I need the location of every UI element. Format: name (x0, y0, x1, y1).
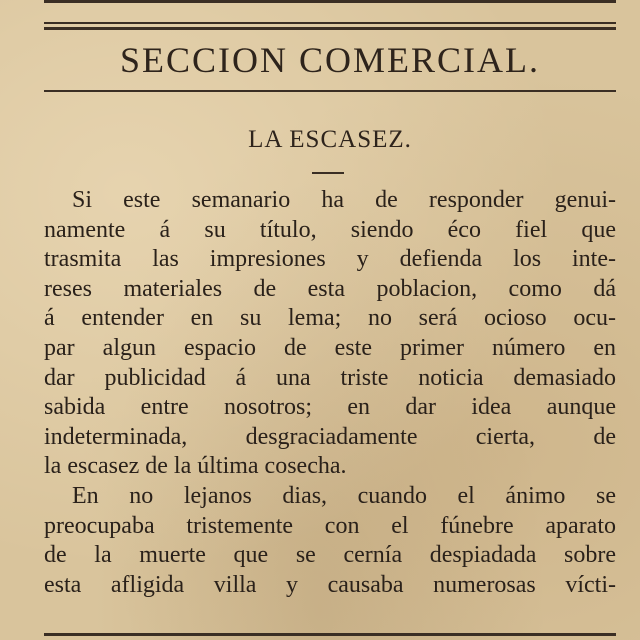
body-line: En no lejanos dias, cuando el ánimo se (72, 482, 616, 509)
body-line: dar publicidad á una triste noticia demasiado (44, 364, 616, 391)
double-rule-lower (44, 27, 616, 30)
body-line: la escasez de la última cosecha. (44, 453, 347, 480)
body-line: par algun espacio de este primer número en (44, 334, 616, 361)
body-line: trasmita las impresiones y defienda los inte- (44, 246, 616, 273)
body-line: esta afligida villa y causaba numerosas vícti- (44, 571, 616, 598)
top-border-rule (44, 0, 616, 3)
article-title: LA ESCASEZ. (248, 126, 412, 153)
body-line: preocupaba tristemente con el fúnebre aparato (44, 512, 616, 539)
body-line: de la muerte que se cernía despiadada sobre (44, 542, 616, 569)
body-line: sabida entre nosotros; en dar idea aunque (44, 394, 616, 421)
article-body (44, 186, 616, 600)
section-title: SECCION COMERCIAL. (119, 40, 541, 80)
body-line: Si este semanario ha de responder genui- (72, 187, 616, 213)
body-line: á entender en su lema; no será ocioso ocu- (44, 305, 616, 332)
body-line: indeterminada, desgraciadamente cierta, de (44, 423, 616, 450)
bottom-border-rule (44, 633, 616, 636)
body-line: reses materiales de esta poblacion, como dá (44, 275, 616, 302)
double-rule-upper (44, 22, 616, 24)
body-line: namente á su título, siendo éco fiel que (44, 216, 616, 243)
title-dash-rule (312, 172, 344, 174)
section-divider-rule (44, 90, 616, 92)
